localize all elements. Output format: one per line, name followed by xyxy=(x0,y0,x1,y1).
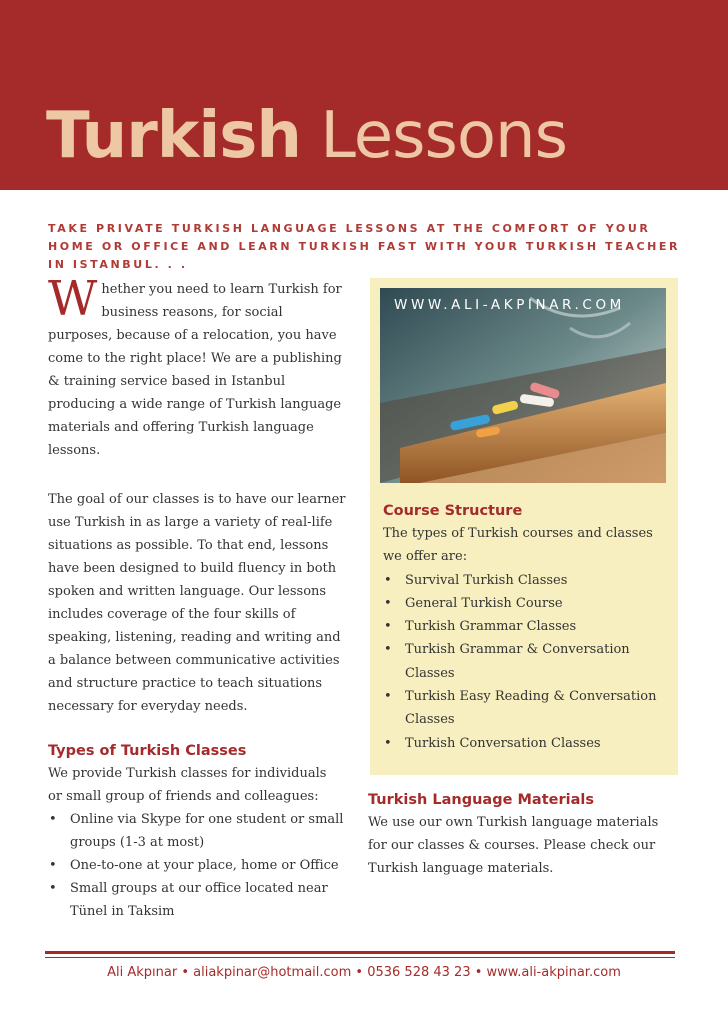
chalkboard-illustration xyxy=(380,288,666,483)
list-item xyxy=(383,732,673,755)
list-item-line: groups (1-3 at most) xyxy=(70,835,205,850)
materials-line: for our classes & courses. Please check our xyxy=(368,838,656,853)
list-item-line: • Turkish Conversation Classes xyxy=(405,735,601,751)
goal-line: speaking, listening, reading and writing and xyxy=(48,630,341,645)
list-item-line: • Turkish Grammar Classes xyxy=(405,619,577,635)
list-item-line: Tünel in Taksim xyxy=(70,904,175,919)
intro-line: purposes, because of a relocation, you have xyxy=(48,328,337,343)
tagline: TAKE PRIVATE TURKISH LANGUAGE LESSONS AT THE COMFORT OF YOUR HOME OR OFFICE AND LEARN TURKISH FAST WITH YOUR TURKISH TEACHER IN ISTANBUL. . . xyxy=(48,222,681,271)
list-item xyxy=(383,638,673,685)
goal-line: have been designed to build fluency in both xyxy=(48,561,337,576)
course-list xyxy=(383,569,673,755)
goal-line: situations as possible. To that end, lessons xyxy=(48,538,329,553)
list-item-line: Classes xyxy=(405,712,455,728)
chalkboard-photo xyxy=(380,288,666,483)
footer-rule-thick xyxy=(45,951,675,954)
footer-rule-thin xyxy=(45,957,675,958)
intro-line: lessons. xyxy=(48,443,101,458)
list-item xyxy=(48,808,353,854)
course-heading: Course Structure xyxy=(383,503,523,519)
drop-cap: W xyxy=(48,271,98,327)
list-item-line: • Online via Skype for one student or small xyxy=(70,812,344,827)
intro-line: hether you need to learn Turkish for xyxy=(101,282,342,297)
goal-line: The goal of our classes is to have our learner xyxy=(48,492,346,507)
list-item xyxy=(383,592,673,615)
types-line: or small group of friends and colleagues: xyxy=(48,789,319,804)
list-item-line: Classes xyxy=(405,665,455,681)
intro-line: business reasons, for social xyxy=(101,305,283,320)
list-item-line: • Turkish Grammar & Conversation xyxy=(405,642,630,658)
types-section xyxy=(48,740,353,923)
goal-line: includes coverage of the four skills of xyxy=(48,607,296,622)
list-item xyxy=(383,615,673,638)
goal-line: use Turkish in as large a variety of real-life xyxy=(48,515,333,530)
website-url: WWW.ALI-AKPINAR.COM xyxy=(394,297,625,313)
header-banner xyxy=(0,0,728,190)
intro-line: materials and offering Turkish language xyxy=(48,420,314,435)
goal-line: a balance between communicative activities xyxy=(48,653,340,668)
goal-paragraph xyxy=(48,488,353,718)
intro-line: come to the right place! We are a publishing xyxy=(48,351,342,366)
course-line: we offer are: xyxy=(383,549,468,565)
list-item xyxy=(383,569,673,592)
title-light: Lessons xyxy=(320,99,567,173)
types-line: We provide Turkish classes for individuals xyxy=(48,766,327,781)
goal-line: necessary for everyday needs. xyxy=(48,699,248,714)
list-item-line: • One-to-one at your place, home or Office xyxy=(70,858,339,873)
intro-line: producing a wide range of Turkish language xyxy=(48,397,342,412)
materials-heading: Turkish Language Materials xyxy=(368,792,594,808)
list-item xyxy=(383,685,673,732)
list-item xyxy=(48,854,353,877)
list-item-line: • Survival Turkish Classes xyxy=(405,572,568,588)
course-line: The types of Turkish courses and classes xyxy=(383,526,653,541)
page-title xyxy=(46,99,567,173)
types-heading: Types of Turkish Classes xyxy=(48,743,247,759)
list-item-line: • General Turkish Course xyxy=(405,595,563,611)
materials-line: Turkish language materials. xyxy=(368,861,554,876)
materials-section xyxy=(368,789,678,880)
course-structure xyxy=(383,500,673,755)
intro-paragraph xyxy=(48,271,348,462)
footer-contact: Ali Akpınar • aliakpinar@hotmail.com • 0536 528 43 23 • www.ali-akpinar.com xyxy=(107,965,621,980)
course-panel xyxy=(370,278,678,775)
list-item xyxy=(48,877,353,923)
list-item-line: • Small groups at our office located near xyxy=(70,881,328,896)
list-item-line: • Turkish Easy Reading & Conversation xyxy=(405,689,657,705)
goal-line: and structure practice to teach situations xyxy=(48,676,323,691)
intro-line: & training service based in Istanbul xyxy=(48,374,286,389)
title-bold: Turkish xyxy=(46,99,301,173)
materials-line: We use our own Turkish language materials xyxy=(368,815,659,830)
goal-line: spoken and written language. Our lessons xyxy=(48,584,327,599)
types-list xyxy=(48,808,353,923)
